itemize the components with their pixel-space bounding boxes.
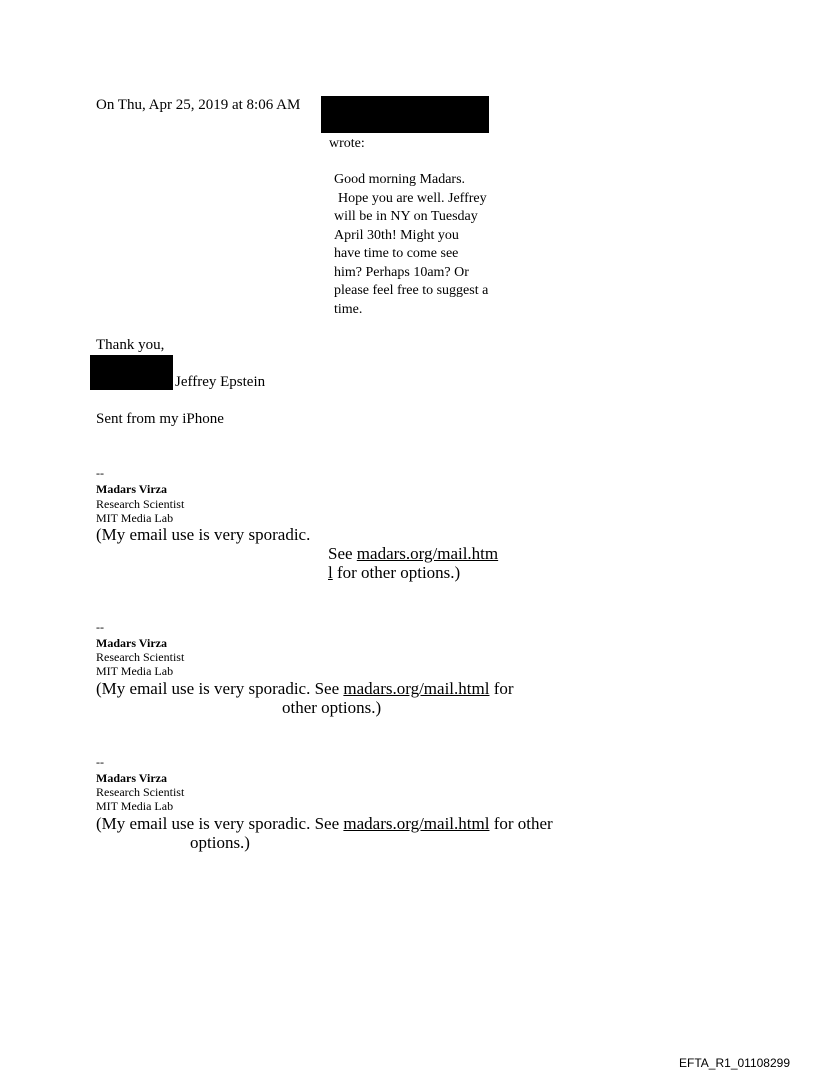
signature-note-text: (My email use is very sporadic. See	[96, 814, 344, 833]
wrote-label: wrote:	[329, 136, 365, 151]
signature-org: MIT Media Lab	[96, 511, 174, 525]
signature-title: Research Scientist	[96, 650, 185, 664]
signature-note-text: See	[328, 544, 357, 563]
quoted-line: time.	[334, 301, 363, 317]
quoted-message	[334, 171, 488, 319]
signature-title: Research Scientist	[96, 497, 185, 511]
thanks-line: Thank you,	[96, 337, 165, 353]
signature-org: MIT Media Lab	[96, 799, 174, 813]
mail-link[interactable]: madars.org/mail.html	[343, 814, 490, 833]
signature-separator: --	[96, 620, 104, 634]
mail-link-continued[interactable]: l	[328, 563, 333, 582]
signature-name: Madars Virza	[96, 771, 167, 785]
quoted-line: Good morning Madars.	[334, 172, 466, 187]
mail-link[interactable]: madars.org/mail.html	[343, 679, 490, 698]
signature-separator: --	[96, 755, 104, 769]
signature-note-line1	[96, 679, 514, 699]
signature-note-text: for	[489, 679, 514, 698]
signature-note-line3	[328, 563, 460, 583]
redacted-name-prefix	[90, 355, 173, 390]
quoted-line: Hope you are well. Jeffrey	[338, 190, 487, 206]
sent-from-line: Sent from my iPhone	[96, 411, 224, 427]
signature-note-line1: (My email use is very sporadic.	[96, 525, 311, 544]
quoted-line: April 30th! Might you	[334, 227, 459, 243]
signature-org: MIT Media Lab	[96, 664, 174, 678]
signature-note-text: (My email use is very sporadic. See	[96, 679, 344, 698]
date-line: On Thu, Apr 25, 2019 at 8:06 AM	[96, 97, 301, 113]
signature-note-line2: other options.)	[282, 698, 382, 717]
mail-link[interactable]: madars.org/mail.htm	[356, 544, 499, 563]
quoted-line: please feel free to suggest a	[334, 283, 489, 298]
document-id: EFTA_R1_01108299	[679, 1056, 790, 1070]
redacted-sender	[321, 96, 489, 133]
signature-note-text: for other	[489, 814, 553, 833]
quoted-line: will be in NY on Tuesday	[334, 209, 478, 224]
signature-note-line1	[96, 814, 553, 834]
quoted-line: have time to come see	[334, 246, 459, 261]
signature-title: Research Scientist	[96, 785, 185, 799]
signature-name: Madars Virza	[96, 482, 167, 496]
signature-note-line2	[328, 544, 498, 564]
signature-name: Madars Virza	[96, 636, 167, 650]
signature-separator: --	[96, 466, 104, 480]
sender-name: Jeffrey Epstein	[175, 374, 266, 390]
signature-note-text: for other options.)	[332, 563, 461, 582]
signature-note-line2: options.)	[190, 833, 250, 852]
quoted-line: him? Perhaps 10am? Or	[334, 264, 469, 280]
